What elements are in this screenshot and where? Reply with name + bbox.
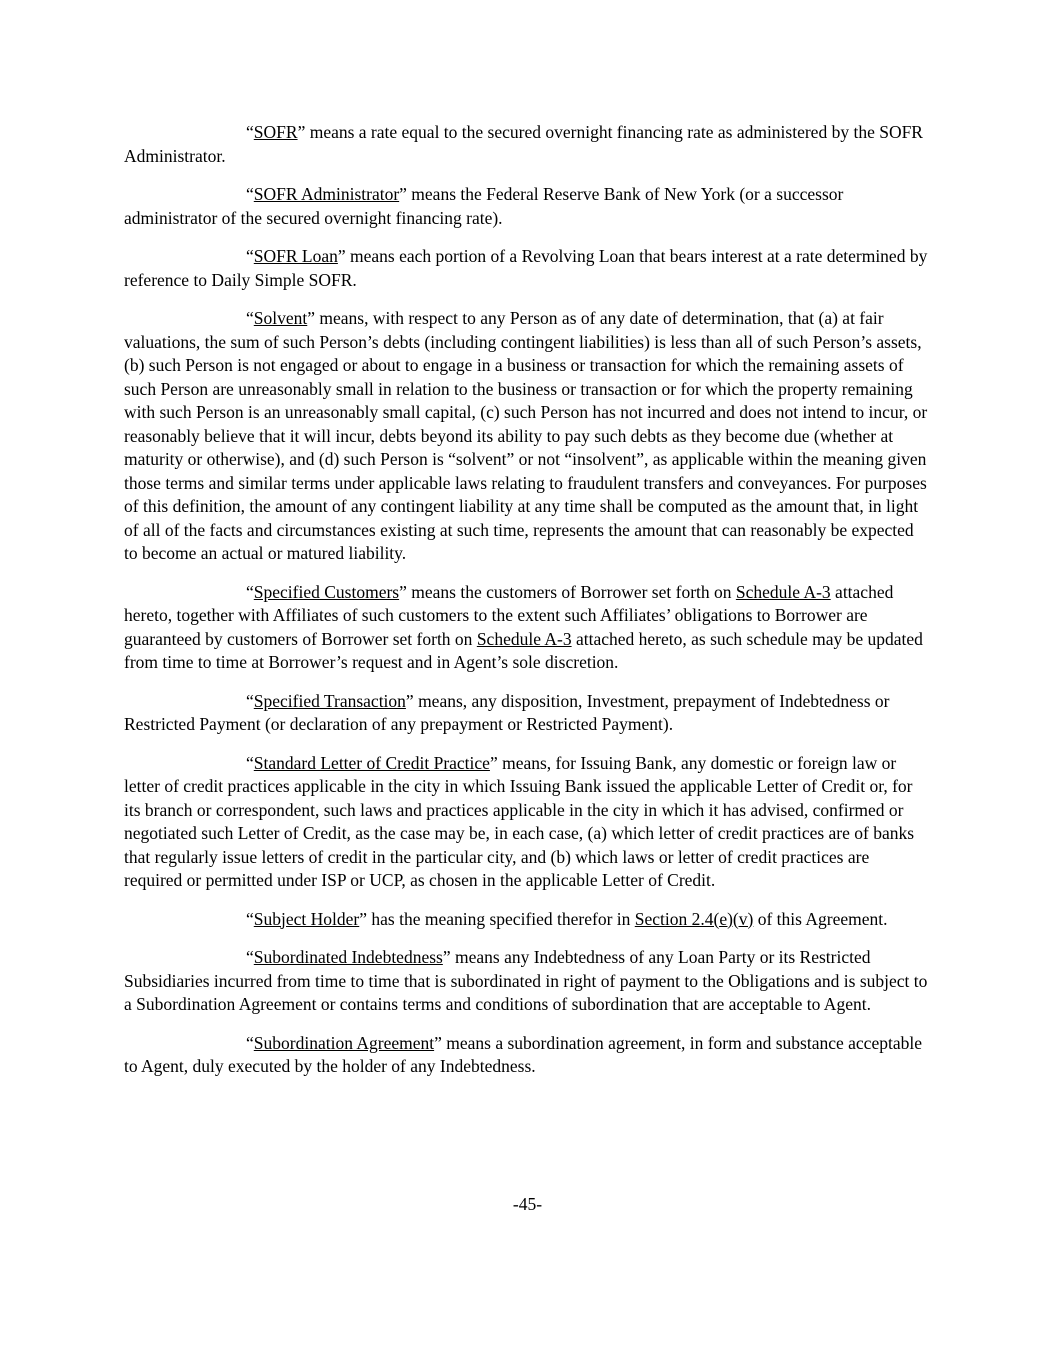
paragraph-text: ” means, for Issuing Bank, any domestic or foreign law or letter of credit practices applicable in the city in which Issuing Bank issued the applicable Letter of Credit or, for its branch or correspondent, such laws and practices applicable in the city in which it has advised, confirmed or negotiated such Letter of Credit, as the case may be, in each case, (a) which letter of credit practices are of banks that regularly issue letters of credit in the particular city, and (b) which laws or letter of credit practices are required or permitted under ISP or UCP, as chosen in the applicable Letter of Credit. [124, 752, 915, 890]
defined-term: SOFR [253, 122, 298, 142]
defined-term: Standard Letter of Credit Practice [253, 752, 490, 773]
defined-term: Specified Customers [253, 581, 400, 602]
paragraph-text: of this Agreement. [753, 908, 888, 929]
paragraph-text: ” means, any disposition, Investment, prepayment of Indebtedness or Restricted Payment (or declaration of any prepayment or Restricted Payment). [124, 690, 890, 734]
paragraph-text: ” means a subordination agreement, in form and substance acceptable to Agent, duly executed by the holder of any Indebtedness. [124, 1032, 922, 1076]
paragraph-text: ” means the Federal Reserve Bank of New York (or a successor administrator of the secured overnight financing rate). [124, 184, 844, 228]
page-number: -45- [512, 1194, 543, 1214]
defined-term: Solvent [253, 308, 308, 328]
defined-term: Subordinated Indebtedness [253, 947, 443, 967]
definition-paragraph [124, 1032, 931, 1079]
defined-term: Schedule A-3 [476, 628, 572, 649]
definition-paragraph [124, 245, 931, 292]
paragraph-text: ” means the customers of Borrower set forth on [399, 581, 736, 602]
paragraph-text: “ [246, 908, 254, 929]
defined-term: Schedule A-3 [735, 581, 831, 602]
paragraph-text: “ [246, 752, 254, 773]
paragraph-text: “ [246, 308, 254, 328]
definition-paragraph [124, 307, 931, 566]
definition-paragraph [124, 581, 931, 675]
definition-paragraph [124, 183, 931, 230]
paragraph-text: ” means any Indebtedness of any Loan Party or its Restricted Subsidiaries incurred from time to time that is subordinated in right of payment to the Obligations and is subject to a Subordination Agreement or contains terms and conditions of subordination that are acceptable to Agent. [124, 947, 928, 1014]
paragraph-text: “ [246, 184, 254, 204]
paragraph-text: attached hereto, together with Affiliates of such customers to the extent such Affiliates’ obligations to Borrower are guaranteed by customers of Borrower set forth on [124, 581, 894, 649]
document-body [124, 121, 931, 1079]
paragraph-text: “ [246, 581, 254, 602]
paragraph-text: “ [246, 246, 254, 266]
defined-term: Section 2.4(e)(v) [634, 908, 754, 929]
paragraph-text: ” means, with respect to any Person as of any date of determination, that (a) at fair valuations, the sum of such Person’s debts (including contingent liabilities) is less than all of such Person’s assets, (b) such Person is not engaged or about to engage in a business or transaction for which the remaining assets of such Person are unreasonably small in relation to the business or transaction or for which the property remaining with such Person is an unreasonably small capital, (c) such Person has not incurred and does not intend to incur, or reasonably believe that it will incur, debts beyond its ability to pay such debts as they become due (whether at maturity or otherwise), and (d) such Person is “solvent” or not “insolvent”, as applicable within the meaning given those terms and similar terms under applicable laws relating to fraudulent transfers and conveyances. For purposes of this definition, the amount of any contingent liability at any time shall be computed as the amount that, in light of all of the facts and circumstances existing at such time, represents the amount that can reasonably be expected to become an actual or matured liability. [124, 308, 928, 563]
paragraph-text: “ [246, 947, 254, 967]
definition-paragraph [124, 690, 931, 737]
paragraph-text: ” means a rate equal to the secured overnight financing rate as administered by the SOFR Administrator. [124, 122, 923, 166]
definition-paragraph [124, 908, 931, 932]
paragraph-text: ” has the meaning specified therefor in [359, 908, 635, 929]
paragraph-text: ” means each portion of a Revolving Loan that bears interest at a rate determined by reference to Daily Simple SOFR. [124, 246, 928, 290]
defined-term: Subject Holder [253, 908, 360, 929]
defined-term: SOFR Administrator [253, 184, 400, 204]
defined-term: Specified Transaction [253, 690, 406, 711]
paragraph-text: “ [246, 1032, 254, 1053]
defined-term: Subordination Agreement [253, 1032, 435, 1053]
paragraph-text: “ [246, 690, 254, 711]
definition-paragraph [124, 121, 931, 168]
defined-term: SOFR Loan [253, 246, 338, 266]
definition-paragraph [124, 946, 931, 1017]
paragraph-text: “ [246, 122, 254, 142]
paragraph-text: attached hereto, as such schedule may be updated from time to time at Borrower’s request and in Agent’s sole discretion. [124, 628, 923, 672]
definition-paragraph [124, 752, 931, 893]
